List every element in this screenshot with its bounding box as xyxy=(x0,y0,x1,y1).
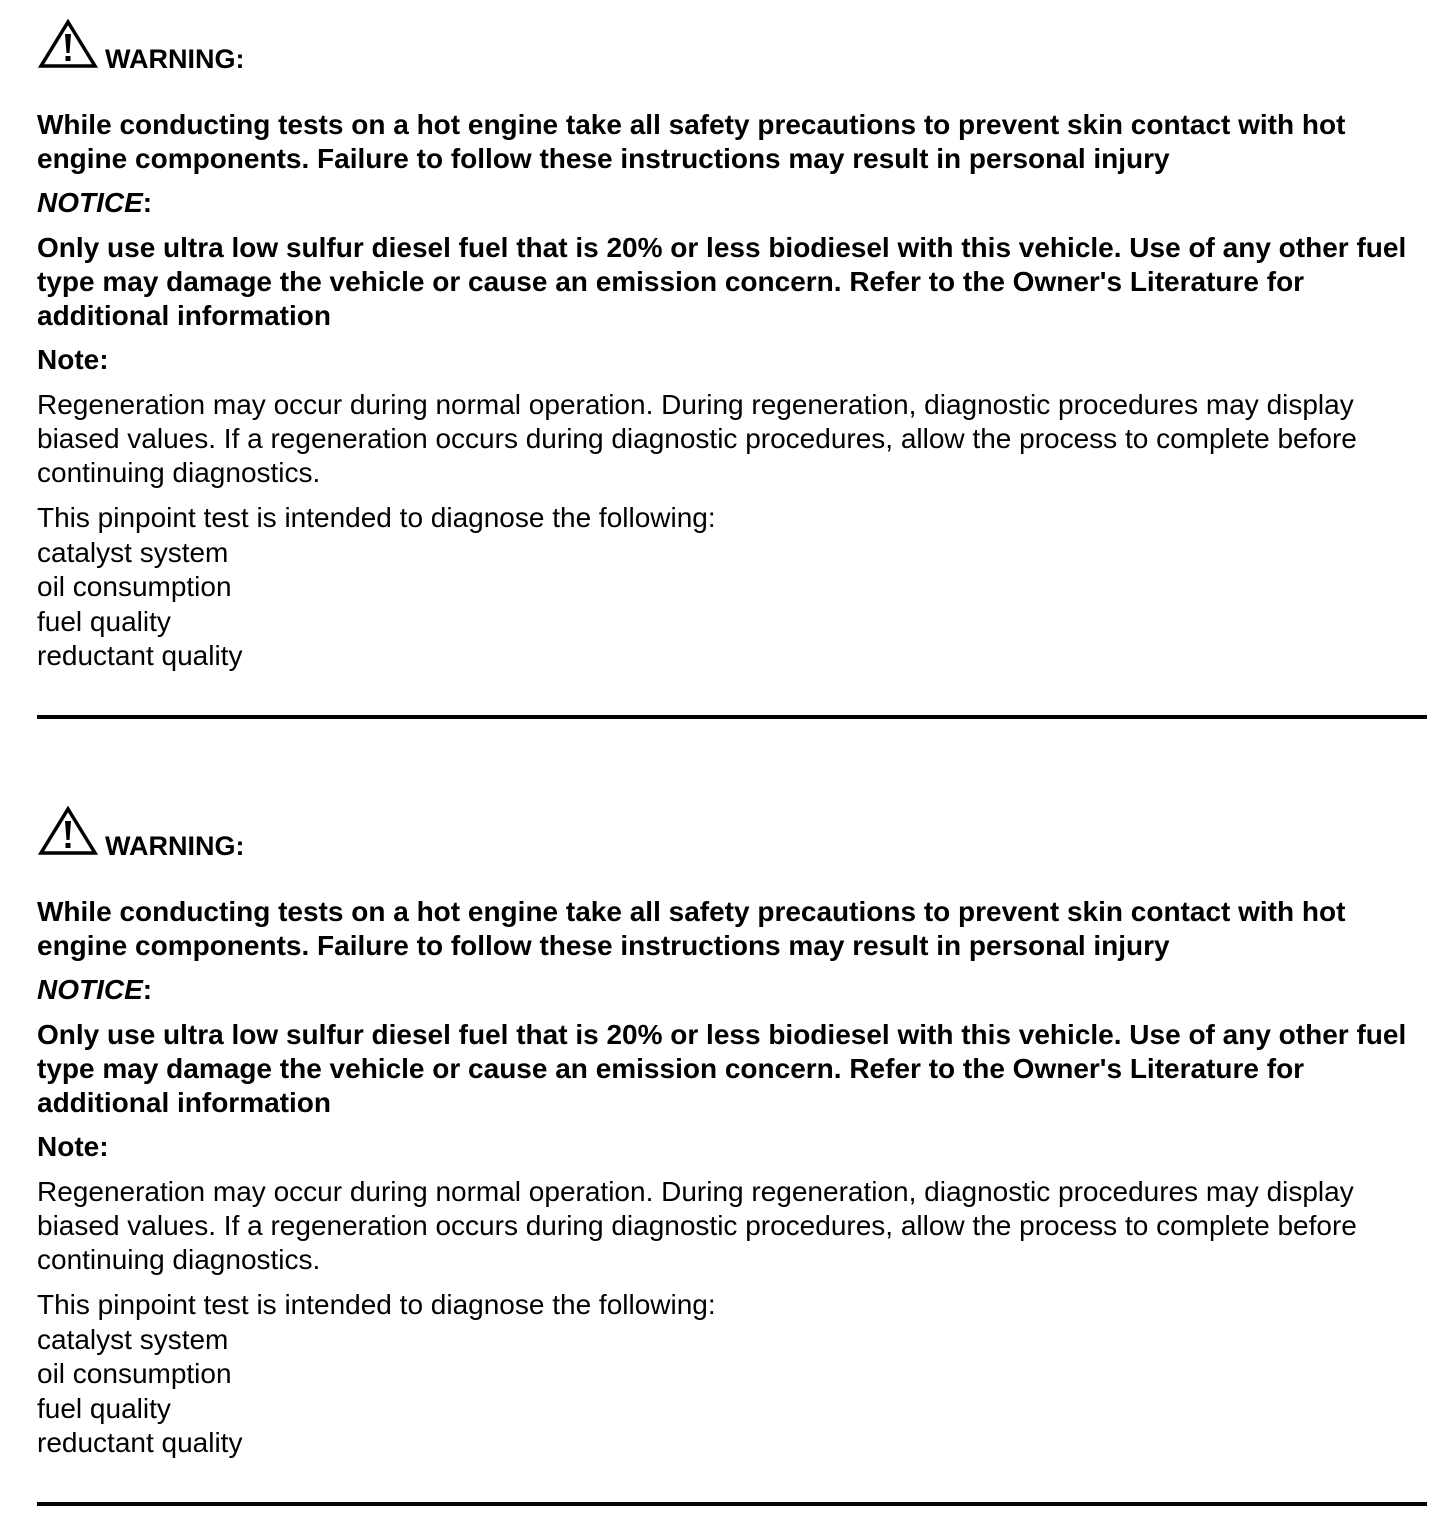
safety-section xyxy=(37,18,1427,671)
notice-text: Only use ultra low sulfur diesel fuel that is 20% or less biodiesel with this vehicle. Use of any other fuel type may damage the vehicle or cause an emission concern. Refer to the Owner's Literature for additional information xyxy=(37,1019,1407,1118)
list-item: reductant quality xyxy=(37,640,243,671)
diagnose-list xyxy=(37,1288,1427,1461)
notice-label xyxy=(37,973,152,1007)
section-divider xyxy=(37,715,1427,719)
list-item: oil consumption xyxy=(37,571,232,602)
list-item: fuel quality xyxy=(37,605,171,637)
notice-label-text: NOTICE xyxy=(37,974,143,1005)
list-item: fuel quality xyxy=(37,1392,171,1424)
notice-colon: : xyxy=(142,974,153,1005)
section-divider xyxy=(37,1502,1427,1506)
warning-text: While conducting tests on a hot engine take all safety precautions to prevent skin contact with hot engine components. Failure to follow these instructions may result in personal injury xyxy=(37,109,1346,174)
notice-label-text: NOTICE xyxy=(37,187,143,218)
pinpoint-intro: This pinpoint test is intended to diagnose the following: xyxy=(37,1289,716,1320)
diagnose-list xyxy=(37,501,1427,674)
warning-triangle-icon xyxy=(37,18,99,70)
warning-triangle-icon xyxy=(37,805,99,857)
pinpoint-intro: This pinpoint test is intended to diagnose the following: xyxy=(37,502,716,533)
note-label: Note: xyxy=(37,344,109,375)
warning-text: While conducting tests on a hot engine take all safety precautions to prevent skin contact with hot engine components. Failure to follow these instructions may result in personal injury xyxy=(37,896,1346,961)
notice-label xyxy=(37,186,152,220)
warning-label: WARNING: xyxy=(105,831,245,861)
note-text: Regeneration may occur during normal operation. During regeneration, diagnostic procedures may display biased values. If a regeneration occurs during diagnostic procedures, allow the process to complete before continuing diagnostics. xyxy=(37,389,1357,488)
list-item: oil consumption xyxy=(37,1358,232,1389)
notice-colon: : xyxy=(142,187,153,218)
safety-section xyxy=(37,805,1427,1458)
note-label: Note: xyxy=(37,1131,109,1162)
list-item: reductant quality xyxy=(37,1427,243,1458)
notice-text: Only use ultra low sulfur diesel fuel that is 20% or less biodiesel with this vehicle. Use of any other fuel type may damage the vehicle or cause an emission concern. Refer to the Owner's Literature for additional information xyxy=(37,232,1407,331)
list-item: catalyst system xyxy=(37,1323,229,1355)
warning-header xyxy=(37,18,1427,78)
note-text: Regeneration may occur during normal operation. During regeneration, diagnostic procedures may display biased values. If a regeneration occurs during diagnostic procedures, allow the process to complete before continuing diagnostics. xyxy=(37,1176,1357,1275)
list-item: catalyst system xyxy=(37,536,229,568)
warning-header xyxy=(37,805,1427,865)
warning-label: WARNING: xyxy=(105,44,245,74)
